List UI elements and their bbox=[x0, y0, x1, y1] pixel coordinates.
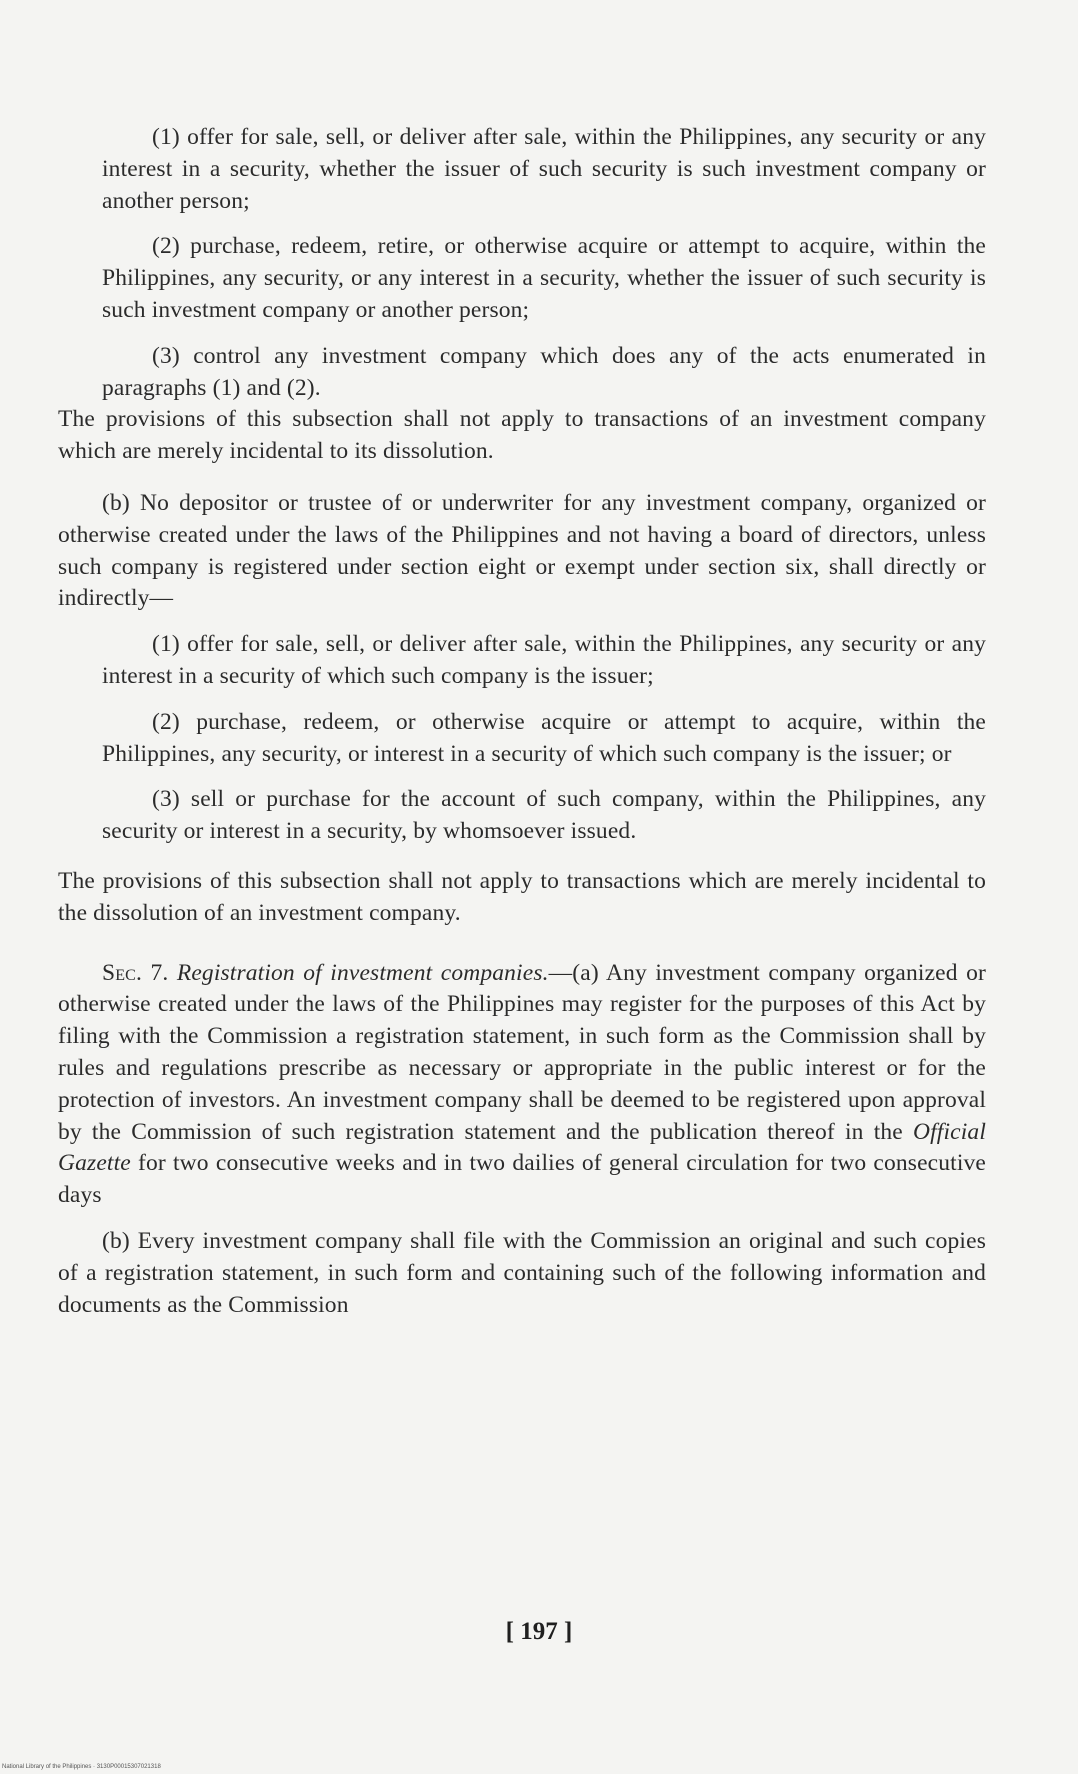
paragraph-b-closing: The provisions of this subsection shall not apply to transactions which are merely incidental to the dissolution of an investment company. bbox=[58, 867, 986, 926]
section-7-paragraph-b: (b) Every investment company shall file with the Commission an original and such copies of a registration statement, in such form and containing such of the following information and documents as the Commission bbox=[58, 1227, 986, 1318]
paragraph-a3: (3) control any investment company which does any of the acts enumerated in paragraphs (1) and (2). bbox=[102, 342, 986, 401]
section-7-paragraph-a bbox=[58, 958, 986, 1212]
page-number: [ 197 ] bbox=[505, 1618, 573, 1645]
section-heading: Registration of investment companies. bbox=[176, 959, 549, 986]
section-7a-text-1: Any investment company organized or otherwise created under the laws of the Philippines may register for the purposes of this Act by filing with the Commission a registration statement, in such form as the Commission shall by rules and regulations prescribe as necessary or appropriate in the public interest or for the protection of investors. An investment company shall be deemed to be registered upon approval by the Commission of such registration statement and the publication thereof in the bbox=[58, 959, 986, 1145]
section-7a-text-2: for two consecutive weeks and in two dailies of general circulation for two consecutive days bbox=[58, 1150, 986, 1209]
paragraph-a1: (1) offer for sale, sell, or deliver after sale, within the Philippines, any security or any interest in a security, whether the issuer of such security is such investment company or another person; bbox=[102, 124, 986, 214]
paragraph-a2: (2) purchase, redeem, retire, or otherwise acquire or attempt to acquire, within the Philippines, any security, or any interest in a security, whether the issuer of such security is such investment company or another person; bbox=[102, 233, 986, 323]
body-text bbox=[58, 122, 986, 1335]
paragraph-b3: (3) sell or purchase for the account of such company, within the Philippines, any security or interest in a security, by whomsoever issued. bbox=[102, 786, 986, 845]
paragraph-a-closing: The provisions of this subsection shall not apply to transactions of an investment company which are merely incidental to its dissolution. bbox=[58, 406, 986, 465]
official-gazette: Official Gazette bbox=[58, 1118, 986, 1177]
paragraph-b-intro: (b) No depositor or trustee of or underwriter for any investment company, organized or otherwise created under the laws of the Philippines and not having a board of directors, unless such company is registered under section eight or exempt under section six, shall directly or indirectly— bbox=[58, 489, 986, 612]
paragraph-b2: (2) purchase, redeem, or otherwise acquire or attempt to acquire, within the Philippines, any security, or interest in a security of which such company is the issuer; or bbox=[102, 708, 986, 767]
footer-credit: National Library of the Philippines · 3130P00015307021318 bbox=[2, 1764, 161, 1770]
section-label: Sec. 7. bbox=[102, 959, 169, 986]
paragraph-b1: (1) offer for sale, sell, or deliver after sale, within the Philippines, any security or any interest in a security of which such company is the issuer; bbox=[102, 631, 986, 689]
section-7a-marker: —(a) bbox=[548, 959, 599, 986]
